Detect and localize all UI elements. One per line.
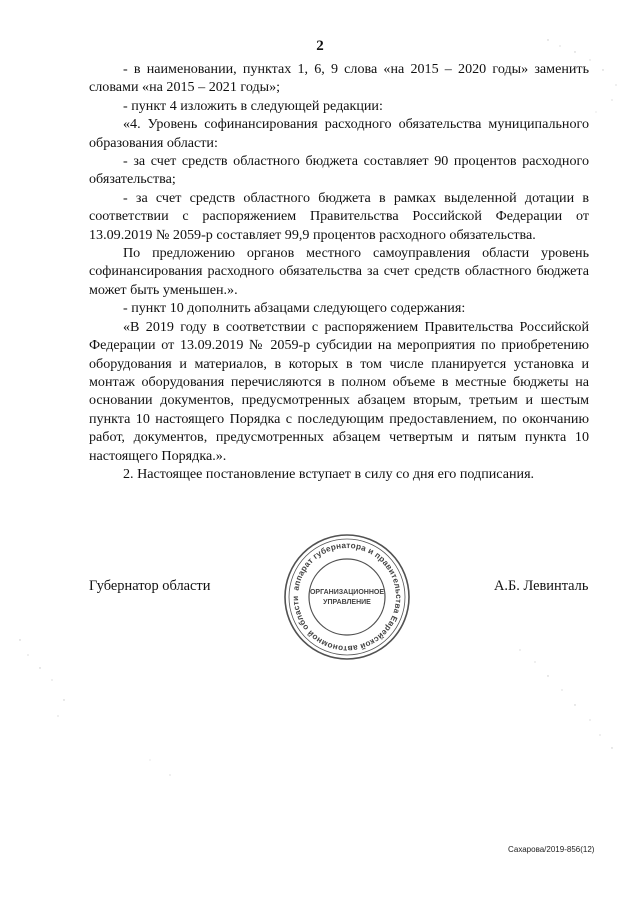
document-footer-code: Сахарова/2019-856(12) (508, 845, 595, 854)
paragraph: - пункт 10 дополнить абзацами следующего содержания: (123, 300, 466, 317)
paragraph: По предложению органов местного самоуправления области уровень софинансирования расходного обязательства за счет средств областного бюджета может быть уменьшен.». (89, 245, 589, 298)
page-number: 2 (316, 38, 324, 54)
paragraph: - за счет средств областного бюджета в рамках выделенной дотации в соответствии с распоряжением Правительства Российской Федерации от 13.09.2019 № 2059-р составляет 99,9 процентов расходного обязательства. (89, 189, 589, 243)
seal-ring-text: аппарат губернатора и правительства Еврейской автономной области (290, 540, 404, 654)
paragraph: «4. Уровень софинансирования расходного обязательства муниципального образования области: (89, 116, 589, 151)
paragraph: - в наименовании, пунктах 1, 6, 9 слова «на 2015 – 2020 годы» заменить словами «на 2015 – 2021 годы»; (89, 61, 589, 96)
svg-text:аппарат губернатора и правител (291, 541, 403, 653)
official-stamp-seal (283, 533, 411, 661)
paragraph: 2. Настоящее постановление вступает в силу со дня его подписания. (123, 465, 535, 482)
seal-center-line-1: ОРГАНИЗАЦИОННОЕ (309, 589, 385, 596)
document-body (89, 60, 589, 483)
paragraph: - за счет средств областного бюджета составляет 90 процентов расходного обязательства; (89, 153, 589, 188)
signatory-name: А.Б. Левинталь (494, 578, 589, 594)
paragraph: - пункт 4 изложить в следующей редакции: (123, 97, 383, 114)
seal-center-line-2: УПРАВЛЕНИЕ (323, 599, 371, 606)
paragraph: «В 2019 году в соответствии с распоряжением Правительства Российской Федерации от 13.09.2019 № 2059-р субсидии на мероприятия по приобретению оборудования и материалов, в которых в том числе планируется установка и монтаж оборудования перечисляются в полном объеме в местные бюджеты на основании документов, предусмотренных абзацем вторым, третьим и шестым пункта 10 настоящего Порядка с последующим предоставлением, по окончанию работ, документов, предусмотренных абзацем четвертым и пятым пункта 10 настоящего Порядка.». (89, 318, 589, 464)
signatory-title: Губернатор области (89, 578, 211, 594)
